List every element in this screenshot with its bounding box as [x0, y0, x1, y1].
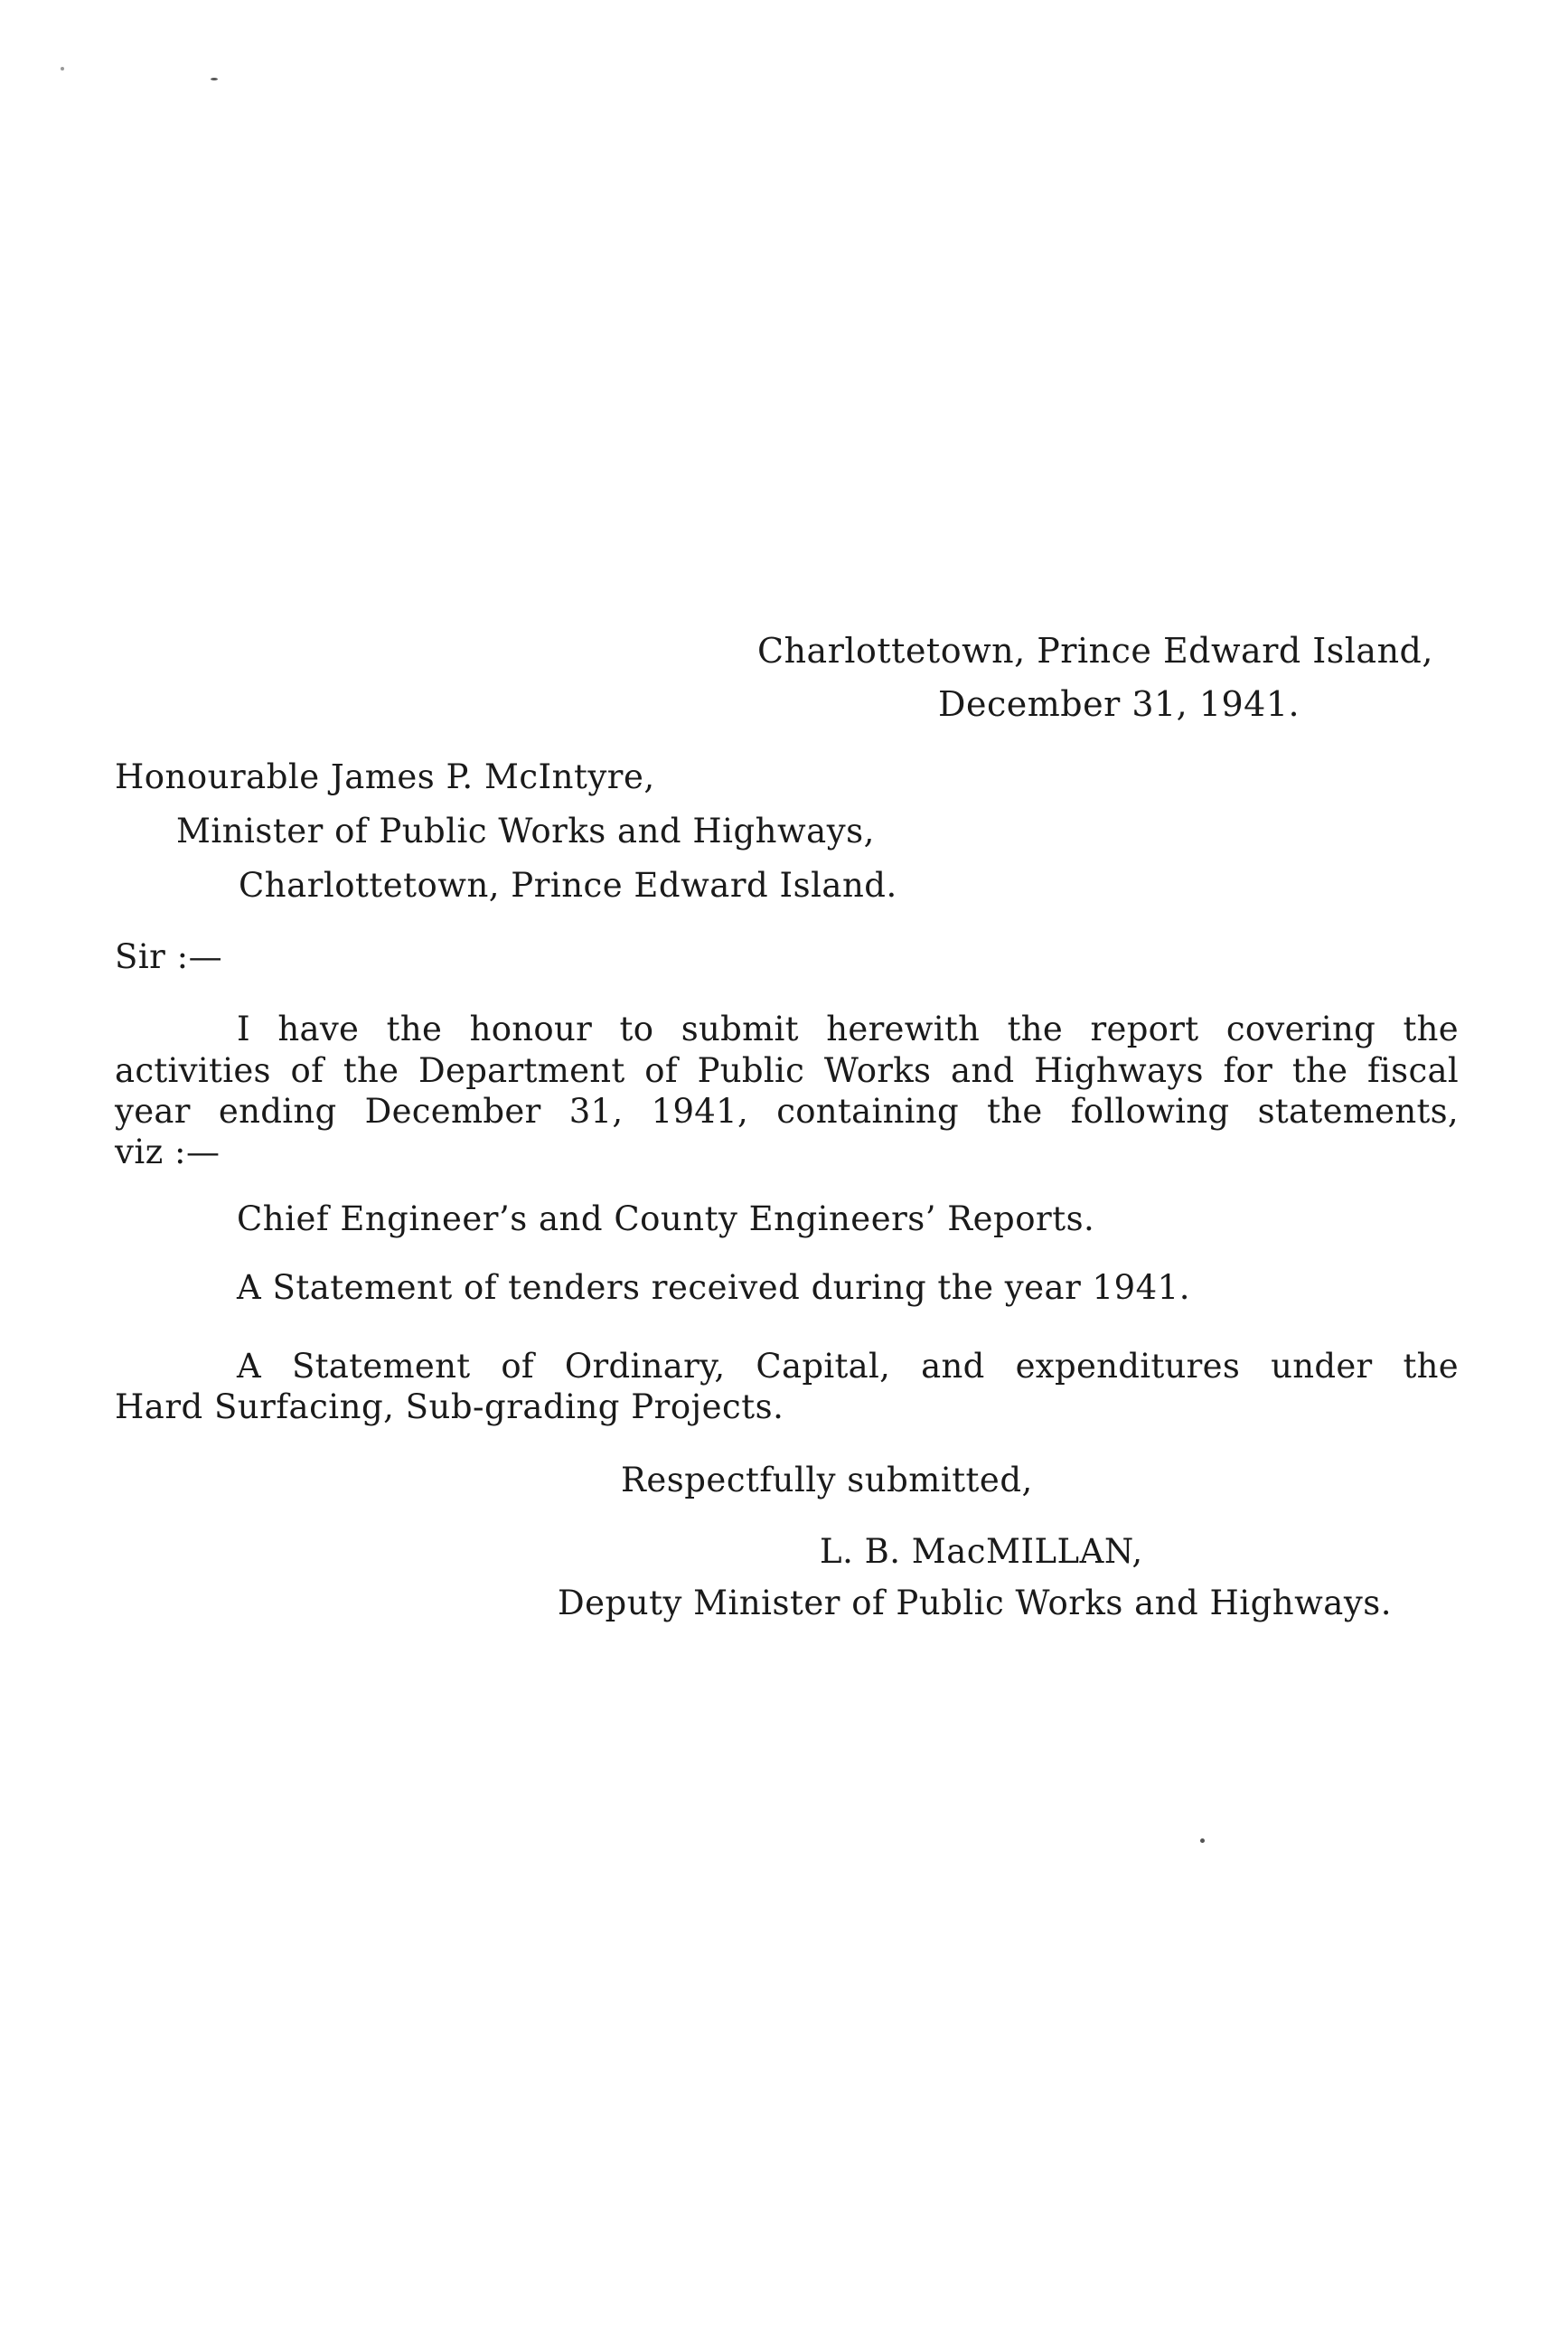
addressee-name: Honourable James P. McIntyre,: [115, 757, 655, 796]
scan-speck: [211, 78, 218, 80]
closing: Respectfully submitted,: [621, 1461, 1033, 1499]
body-line: I have the honour to submit herewith the report covering the: [237, 1010, 1459, 1048]
body-line: viz :—: [115, 1133, 221, 1171]
body-line: activities of the Department of Public Works and Highways for the fiscal: [115, 1051, 1459, 1090]
statement-item: A Statement of tenders received during the year 1941.: [237, 1268, 1190, 1307]
statement-item: A Statement of Ordinary, Capital, and expenditures under the: [237, 1347, 1459, 1386]
place-line: Charlottetown, Prince Edward Island,: [757, 631, 1433, 671]
statement-item-continued: Hard Surfacing, Sub-grading Projects.: [115, 1387, 784, 1426]
addressee-location: Charlottetown, Prince Edward Island.: [239, 866, 897, 905]
addressee-title: Minister of Public Works and Highways,: [176, 812, 875, 851]
signature-name: L. B. MacMILLAN,: [820, 1532, 1143, 1571]
signature-title: Deputy Minister of Public Works and Highways.: [558, 1584, 1392, 1622]
salutation: Sir :—: [115, 937, 223, 976]
scan-speck: [1200, 1838, 1205, 1843]
scan-speck: [61, 67, 64, 70]
body-line: year ending December 31, 1941, containing the following statements,: [115, 1092, 1459, 1131]
date-line: December 31, 1941.: [938, 684, 1300, 724]
statement-item: Chief Engineer’s and County Engineers’ Reports.: [237, 1199, 1095, 1238]
